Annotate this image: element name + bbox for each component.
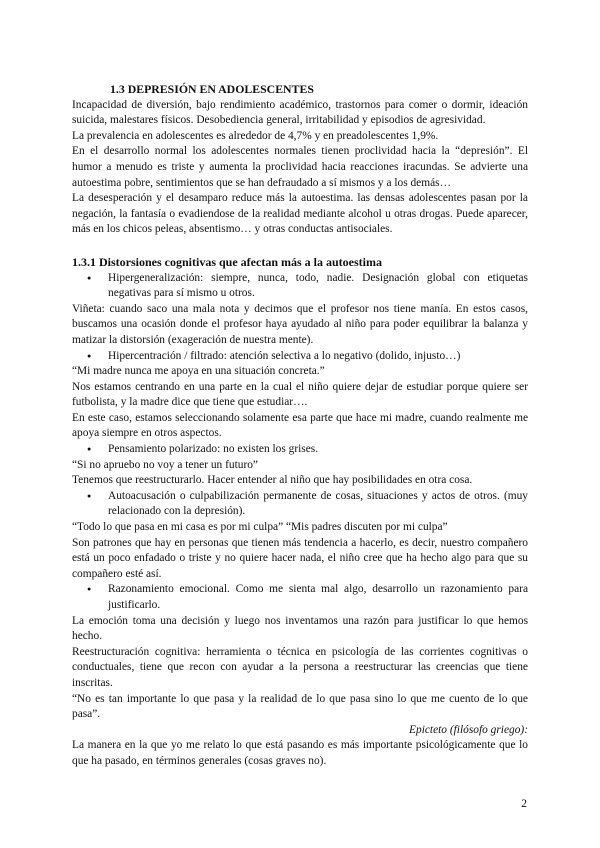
quote: “Todo lo que pasa en mi casa es por mi culpa” “Mis padres discuten por mi culpa” — [72, 521, 448, 534]
bullet-list — [72, 271, 528, 302]
body-paragraph: En este caso, estamos seleccionando solamente esa parte que hace mi madre, cuando realmente me apoya siempre en otros aspectos. — [72, 411, 528, 440]
document-page — [72, 82, 528, 770]
bullet-item: ● Hipergeneralización: siempre, nunca, todo, nadie. Designación global con etiquetas negativas para sí mismo u otros. — [108, 271, 528, 302]
bullet-item: ● Hipercentración / filtrado: atención selectiva a lo negativo (dolido, injusto…) — [108, 349, 528, 365]
page-number: 2 — [521, 798, 527, 810]
quote-attribution: Epicteto (filósofo griego): — [409, 723, 528, 736]
intro-paragraph: En el desarrollo normal los adolescentes normales tienen proclividad hacia la “depresión”. El humor a menudo es triste y aumenta la proclividad hacia reacciones iracundas. Se advierte una autoestima pobre, sentimientos que se han defraudado a sí mismos y a los demás… — [72, 145, 528, 189]
body-paragraph: Viñeta: cuando saco una mala nota y decimos que el profesor nos tiene manía. En estos casos, buscamos una ocasión donde el profesor haya ayudado al niño para poder equilibrar la balanza y matizar la distorsión (exageración de nuestra mente). — [72, 302, 528, 346]
bullet-item: ● Autoacusación o culpabilización permanente de cosas, situaciones y actos de otros. (muy relacionado con la depresión). — [108, 489, 528, 520]
intro-paragraph: La prevalencia en adolescentes es alrededor de 4,7% y en preadolescentes 1,9%. — [72, 129, 439, 142]
body-paragraph: La emoción toma una decisión y luego nos inventamos una razón para justificar lo que hemos hecho. — [72, 614, 528, 643]
closing-paragraph: La manera en la que yo me relato lo que está pasando es más importante psicológicamente que lo que ha pasado, en términos generales (cosas graves no). — [72, 739, 528, 767]
bullet-list — [72, 442, 528, 458]
bullet-list — [72, 489, 528, 520]
quote: “No es tan importante lo que pasa y la realidad de lo que pasa sino lo que me cuento de lo que pasa”. — [72, 692, 528, 721]
spacer — [72, 238, 528, 248]
quote: “Mi madre nunca me apoya en una situación concreta.” — [72, 365, 325, 378]
quote: “Si no apruebo no voy a tener un futuro” — [72, 458, 258, 471]
body-paragraph: Nos estamos centrando en una parte en la cual el niño quiere dejar de estudiar porque quiere ser futbolista, y la madre dice que tiene que estudiar…. — [72, 380, 528, 409]
subsection-title: 1.3.1 Distorsiones cognitivas que afectan más a la autoestima — [72, 254, 382, 269]
section-title: 1.3 DEPRESIÓN EN ADOLESCENTES — [110, 82, 314, 96]
intro-paragraph: Incapacidad de diversión, bajo rendimiento académico, trastornos para comer o dormir, ideación suicida, malestares físicos. Desobediencia general, irritabilidad y episodios de agresividad. — [72, 98, 528, 127]
bullet-list — [72, 582, 528, 613]
body-paragraph: Son patrones que hay en personas que tienen más tendencia a hacerlo, es decir, nuestro compañero está un poco enfadado o triste y no quiere hacer nada, el niño cree que ha hecho algo para que su compañero esté así. — [72, 536, 528, 580]
bullet-list — [72, 349, 528, 365]
bullet-item: ● Razonamiento emocional. Como me sienta mal algo, desarrollo un razonamiento para justificarlo. — [108, 582, 528, 613]
intro-paragraph: La desesperación y el desamparo reduce más la autoestima. las densas adolescentes pasan por la negación, la fantasía o evadiendose de la realidad mediante alcohol u otras drogas. Puede aparecer, más en los chicos peleas, absentismo… y otras conductas antisociales. — [72, 192, 528, 236]
body-paragraph: Reestructuración cognitiva: herramienta o técnica en psicología de las corrientes cognitivas o conductuales, tiene que recon con ayudar a la persona a reestructurar las creencias que tiene inscritas. — [72, 645, 528, 689]
body-paragraph: Tenemos que reestructurarlo. Hacer entender al niño que hay posibilidades en otra cosa. — [72, 474, 473, 487]
bullet-item: ● Pensamiento polarizado: no existen los grises. — [108, 442, 528, 458]
